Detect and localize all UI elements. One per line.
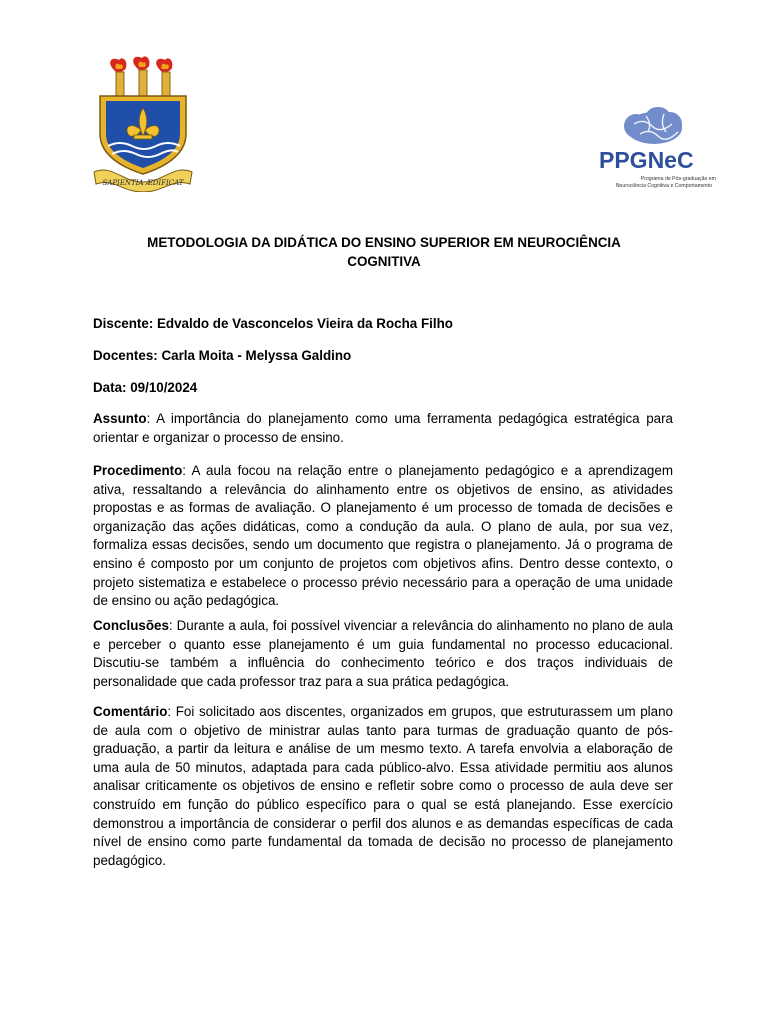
assunto-paragraph bbox=[93, 410, 673, 447]
comentario-label: Comentário bbox=[93, 704, 168, 719]
document-title bbox=[92, 233, 676, 271]
assunto-label: Assunto bbox=[93, 411, 147, 426]
procedimento-label: Procedimento bbox=[93, 463, 183, 478]
procedimento-paragraph bbox=[93, 462, 673, 611]
ppgnec-name: PPGNeC bbox=[599, 147, 694, 173]
ppgnec-logo bbox=[594, 106, 716, 192]
ppgnec-subtitle-line2: Neurociência Cognitiva e Comportamento bbox=[615, 183, 712, 189]
university-crest-logo bbox=[92, 56, 194, 192]
discente-line: Discente: Edvaldo de Vasconcelos Vieira da Rocha Filho bbox=[93, 316, 453, 331]
conclusoes-label: Conclusões bbox=[93, 618, 169, 633]
procedimento-text: : A aula focou na relação entre o planejamento pedagógico e a aprendizagem ativa, ressaltando a relevância do alinhamento entre os objetivos de ensino, as atividades propostas e as formas de avaliação. O planejamento é um processo de tomada de decisões e organização das ações didáticas, como a condução da aula. O plano de aula, por sua vez, formaliza essas decisões, sendo um documento que registra o planejamento. Já o programa de ensino é composto por um conjunto de projetos com objetivos afins. Dentro desse contexto, o projeto sistematiza e estabelece o processo prévio necessário para a operação de uma unidade de ensino ou ação pedagógica. bbox=[93, 463, 673, 609]
document-title-line2: COGNITIVA bbox=[347, 254, 421, 269]
ppgnec-subtitle-line1: Programa de Pós-graduação em bbox=[640, 176, 716, 182]
brain-icon bbox=[594, 106, 716, 192]
data-line: Data: 09/10/2024 bbox=[93, 380, 198, 395]
comentario-paragraph bbox=[93, 703, 673, 870]
motto-text: SAPIENTIA ÆDIFICAT bbox=[102, 179, 184, 187]
conclusoes-paragraph bbox=[93, 617, 673, 691]
docentes-line: Docentes: Carla Moita - Melyssa Galdino bbox=[93, 348, 352, 363]
conclusoes-text: : Durante a aula, foi possível vivenciar a relevância do alinhamento no plano de aula e perceber o quanto esse planejamento é um guia fundamental no processo educacional. Discutiu-se também a influência do conhecimento teórico e dos traços individuais de personalidade que cada professor traz para a sua prática pedagógica. bbox=[93, 618, 673, 689]
document-title-line1: METODOLOGIA DA DIDÁTICA DO ENSINO SUPERIOR EM NEUROCIÊNCIA bbox=[147, 235, 621, 250]
comentario-text: : Foi solicitado aos discentes, organizados em grupos, que estruturassem um plano de aula com o objetivo de ministrar aulas tanto para turmas de graduação quanto de pós-graduação, a partir da leitura e análise de um mesmo texto. A tarefa envolvia a elaboração de uma aula de 50 minutos, adaptada para cada público-alvo. Essa atividade permitiu aos alunos analisar criticamente os objetivos de ensino e refletir sobre como o processo de aula deve ser construído em função do público específico para o qual se está planejando. Esse exercício demonstrou a importância de considerar o perfil dos alunos e as demandas específicas de cada nível de ensino como parte fundamental da tomada de decisão no processo de planejamento pedagógico. bbox=[93, 704, 673, 868]
assunto-text: : A importância do planejamento como uma ferramenta pedagógica estratégica para orientar e organizar o processo de ensino. bbox=[93, 411, 673, 445]
